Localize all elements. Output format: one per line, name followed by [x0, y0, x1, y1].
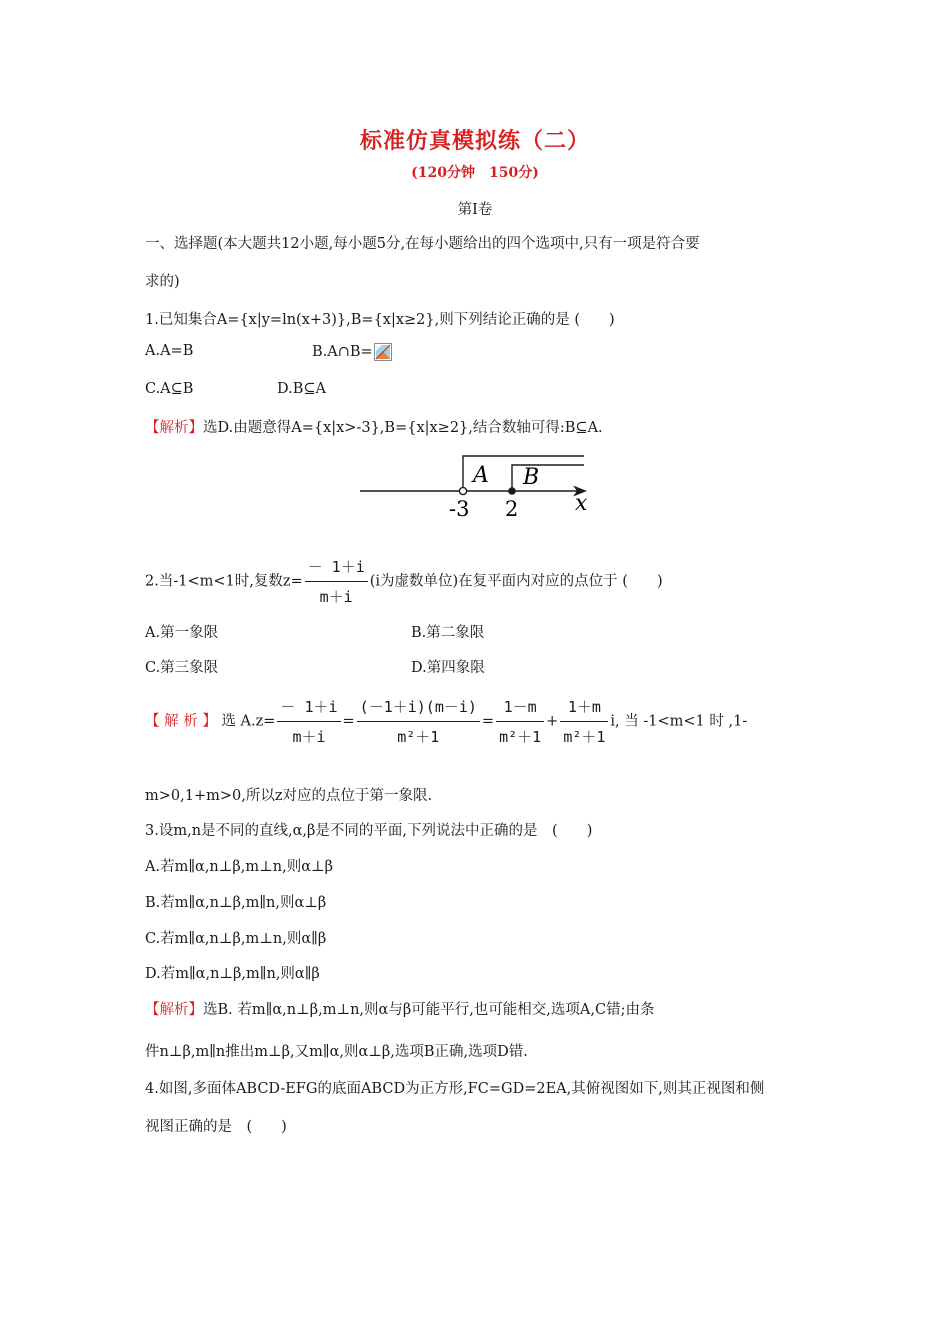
q2-analysis-pre: 选 A.z=: [216, 713, 276, 730]
q2-analysis: [145, 696, 810, 747]
q2-stem: [145, 556, 663, 607]
tick-label-2: 2: [505, 497, 519, 521]
volume-label: 第Ⅰ卷: [457, 202, 493, 218]
closed-point-2: [508, 487, 516, 495]
q2-analysis-eq-2: =: [481, 713, 495, 730]
q2-analysis-fraction-3: [496, 696, 544, 747]
q3-option-b: B.若m∥α,n⊥β,m∥n,则α⊥β: [145, 895, 327, 911]
q2-analysis-plus: +: [546, 713, 559, 730]
q3-analysis-line2: 件n⊥β,m∥n推出m⊥β,又m∥α,则α⊥β,选项B正确,选项D错.: [145, 1044, 528, 1060]
set-a-label: A: [473, 463, 489, 488]
section-heading-line2: 求的): [145, 274, 180, 290]
q2-option-d: D.第四象限: [411, 660, 485, 676]
q2-analysis-tag: 【 解 析 】: [145, 713, 217, 730]
q2-option-a: A.第一象限: [145, 625, 219, 641]
q1-option-d: D.B⊆A: [277, 381, 326, 397]
q3-analysis-text: 选B. 若m∥α,n⊥β,m⊥n,则α与β可能平行,也可能相交,选项A,C错;由条: [203, 1002, 655, 1018]
q2-analysis-fraction-1-num: － 1＋i: [280, 698, 338, 716]
q2-fraction-numerator: － 1＋i: [307, 558, 365, 576]
q2-analysis-eq-1: =: [342, 713, 355, 730]
q2-analysis-fraction-4-num: 1＋m: [567, 698, 601, 716]
open-point-neg3: [459, 487, 466, 494]
q2-analysis-fraction-1-den: m＋i: [277, 721, 340, 747]
q4-stem-line1: 4.如图,多面体ABCD-EFG的底面ABCD为正方形,FC=GD=2EA,其俯视图如下,则其正视图和侧: [145, 1081, 765, 1097]
q2-analysis-fraction-3-den: m²＋1: [496, 721, 544, 747]
q2-analysis-fraction-1: [277, 696, 340, 747]
q4-stem-line2: 视图正确的是 ( ): [145, 1119, 287, 1135]
q3-option-d: D.若m∥α,n⊥β,m∥n,则α∥β: [145, 966, 320, 982]
q2-fraction-denominator: m＋i: [305, 581, 368, 607]
q1-option-a: A.A=B: [145, 343, 194, 359]
page-title: 标准仿真模拟练（二）: [359, 128, 590, 154]
axis-x-label: x: [575, 491, 588, 516]
q2-analysis-fraction-4-den: m²＋1: [560, 721, 608, 747]
q2-analysis-post: i, 当 -1<m<1 时 ,1-: [610, 713, 748, 730]
q1-analysis-text: 选D.由题意得A={x|x>-3},B={x|x≥2},结合数轴可得:B⊆A.: [203, 420, 603, 436]
q2-analysis-fraction-2-den: m²＋1: [357, 721, 480, 747]
set-b-label: B: [523, 465, 540, 490]
q2-analysis-fraction-2-num: (－1＋i)(m－i): [359, 698, 477, 716]
q3-option-a: A.若m∥α,n⊥β,m⊥n,则α⊥β: [145, 859, 334, 875]
q2-stem-pre: 2.当-1<m<1时,复数z=: [145, 573, 303, 590]
q2-fraction: [305, 556, 368, 607]
q2-analysis-line2: m>0,1+m>0,所以z对应的点位于第一象限.: [145, 788, 433, 804]
q3-stem: 3.设m,n是不同的直线,α,β是不同的平面,下列说法中正确的是 ( ): [145, 823, 593, 839]
q2-stem-post: (i为虚数单位)在复平面内对应的点位于 ( ): [369, 573, 663, 590]
q2-option-b: B.第二象限: [411, 625, 485, 641]
number-line-figure: [355, 448, 605, 524]
q1-option-b-text: B.A∩B=: [312, 344, 373, 360]
tick-label-neg3: -3: [449, 497, 470, 521]
q2-option-c: C.第三象限: [145, 660, 219, 676]
section-heading-line1: 一、选择题(本大题共12小题,每小题5分,在每小题给出的四个选项中,只有一项是符合要: [145, 236, 700, 252]
q1-stem: 1.已知集合A={x|y=ln(x+3)},B={x|x≥2},则下列结论正确的是 ( ): [145, 312, 615, 328]
q3-analysis-line1: [145, 998, 654, 1019]
q2-analysis-fraction-3-num: 1－m: [503, 698, 537, 716]
q1-analysis-tag: 【解析】: [145, 420, 203, 436]
q1-analysis: [145, 416, 603, 437]
q2-analysis-fraction-2: [357, 696, 480, 747]
q1-option-c: C.A⊆B: [145, 381, 194, 397]
q3-analysis-tag: 【解析】: [145, 1002, 203, 1018]
empty-set-image-icon: [374, 343, 392, 361]
q3-option-c: C.若m∥α,n⊥β,m⊥n,则α∥β: [145, 931, 327, 947]
page-subtitle: (120分钟 150分): [411, 165, 539, 181]
q2-analysis-fraction-4: [560, 696, 608, 747]
q1-option-b: [312, 343, 392, 361]
